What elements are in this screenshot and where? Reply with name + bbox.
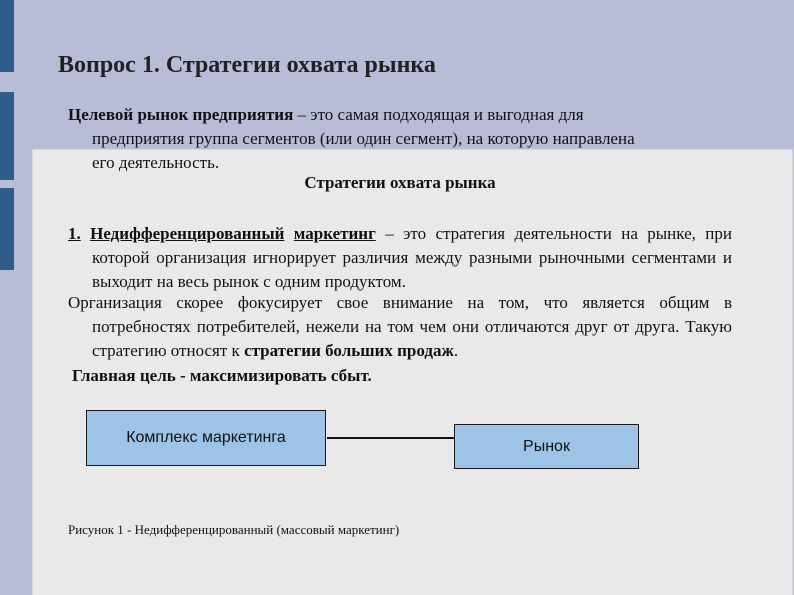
item-1-term-b: маркетинг bbox=[293, 224, 376, 243]
diagram-box-marketing-mix-label: Комплекс маркетинга bbox=[126, 429, 286, 446]
figure-caption: Рисунок 1 - Недифференцированный (массовый маркетинг) bbox=[68, 522, 400, 537]
item-1-number: 1. bbox=[68, 224, 81, 243]
diagram-box-marketing-mix bbox=[86, 410, 326, 466]
paragraph-2-text: Организация скорее фокусирует свое внимание на том, что является общим в потребностях потребителей, нежели на том чем они отличаются друг от друга. Такую стратегию относят к bbox=[68, 293, 732, 360]
paragraph-2-end: . bbox=[453, 341, 459, 360]
diagram-box-market-label: Рынок bbox=[523, 437, 570, 455]
left-decor-bar bbox=[0, 0, 14, 595]
item-1-term-a: Недифференцированный bbox=[90, 224, 285, 243]
decor-tab-2 bbox=[0, 92, 14, 180]
section-subtitle: Стратегии охвата рынка bbox=[304, 173, 496, 192]
definition-line-3: его деятельность. bbox=[92, 153, 220, 172]
paragraph-2 bbox=[68, 291, 732, 363]
diagram-box-market bbox=[454, 424, 639, 469]
slide-title: Вопрос 1. Стратегии охвата рынка bbox=[58, 52, 436, 78]
decor-tab-3 bbox=[0, 188, 14, 270]
definition-paragraph bbox=[68, 103, 732, 175]
item-1-rest: – это стратегия деятельности на рынке, при которой организация игнорирует различия между разными рыночными сегментами и выходит на весь рынок с одним продуктом. bbox=[92, 224, 732, 291]
main-goal: Главная цель - максимизировать сбыт. bbox=[72, 366, 372, 385]
item-1-paragraph bbox=[68, 222, 732, 294]
paragraph-2-bold: стратегии больших продаж bbox=[244, 341, 454, 360]
definition-line-2: предприятия группа сегментов (или один сегмент), на которую направлена bbox=[92, 129, 635, 148]
definition-line-1-rest: – это самая подходящая и выгодная для bbox=[293, 105, 584, 124]
diagram-connector-line bbox=[327, 437, 454, 439]
definition-line-1 bbox=[68, 103, 732, 127]
decor-tab-1 bbox=[0, 0, 14, 72]
definition-term: Целевой рынок предприятия bbox=[68, 105, 294, 124]
